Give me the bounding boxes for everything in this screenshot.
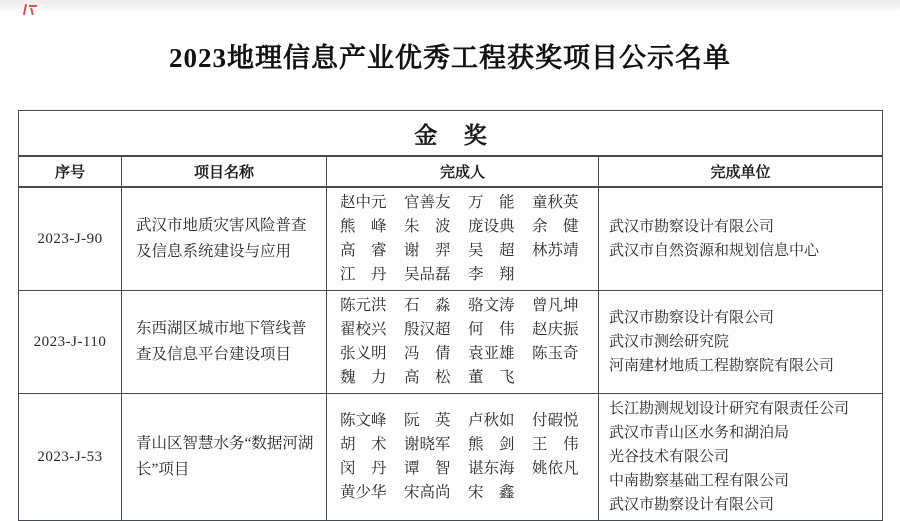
units-cell xyxy=(599,394,883,521)
unit-line: 武汉市青山区水务和湖泊局 xyxy=(609,425,790,441)
table-row xyxy=(19,394,883,521)
performer-name: 熊 剑 xyxy=(468,436,515,453)
award-table xyxy=(18,110,883,521)
performer-name: 宋高尚 xyxy=(404,484,451,501)
table-row xyxy=(19,291,883,394)
performer-name: 付碬悦 xyxy=(532,412,579,429)
performers-cell xyxy=(327,187,599,291)
unit-line: 武汉市自然资源和规划信息中心 xyxy=(609,243,820,259)
performer-name: 曾凡坤 xyxy=(532,297,579,314)
performers-line xyxy=(340,366,598,390)
project-name-cell: 武汉市地质灾害风险普查及信息系统建设与应用 xyxy=(122,187,327,291)
performers-cell xyxy=(327,291,599,394)
page-title: 2023地理信息产业优秀工程获奖项目公示名单 xyxy=(169,43,731,73)
unit-line: 河南建材地质工程勘察院有限公司 xyxy=(609,358,835,374)
performer-name: 谌东海 xyxy=(468,460,515,477)
performer-name: 高 松 xyxy=(404,369,451,386)
performer-name: 吴 超 xyxy=(468,242,515,259)
performer-name: 冯 倩 xyxy=(404,345,451,362)
col-header-units: 完成单位 xyxy=(599,156,883,187)
unit-line: 武汉市勘察设计有限公司 xyxy=(609,497,775,513)
performer-name: 姚依凡 xyxy=(532,460,579,477)
unit-line: 长江勘测规划设计研究有限责任公司 xyxy=(609,401,850,417)
performers-line xyxy=(340,457,598,481)
project-name-cell: 青山区智慧水务“数据河湖长”项目 xyxy=(122,394,327,521)
unit-line: 中南勘察基础工程有限公司 xyxy=(609,473,790,489)
performer-name: 庞设典 xyxy=(468,218,515,235)
performers-line xyxy=(340,294,598,318)
performer-name: 李 翔 xyxy=(468,266,515,283)
performer-name: 闵 丹 xyxy=(340,460,387,477)
performers-line xyxy=(340,239,598,263)
column-header-row xyxy=(19,156,883,187)
unit-line: 光谷技术有限公司 xyxy=(609,449,730,465)
performers-line xyxy=(340,215,598,239)
performer-name: 谢 羿 xyxy=(404,242,451,259)
performers-line xyxy=(340,191,598,215)
serial-cell: 2023-J-110 xyxy=(19,291,122,394)
performer-name: 宋 鑫 xyxy=(468,484,515,501)
performer-name: 余 健 xyxy=(532,218,579,235)
serial-cell: 2023-J-90 xyxy=(19,187,122,291)
performer-name: 陈文峰 xyxy=(340,412,387,429)
performer-name: 陈元洪 xyxy=(340,297,387,314)
performer-name: 王 伟 xyxy=(532,436,579,453)
performer-name: 黄少华 xyxy=(340,484,387,501)
performer-name: 吴品磊 xyxy=(404,266,451,283)
col-header-performers: 完成人 xyxy=(327,156,599,187)
performers-line xyxy=(340,433,598,457)
award-band-title: 金 奖 xyxy=(19,111,883,157)
performer-name: 陈玉奇 xyxy=(532,345,579,362)
performer-name: 官善友 xyxy=(404,194,451,211)
performer-name: 谭 智 xyxy=(404,460,451,477)
performer-name: 阮 英 xyxy=(404,412,451,429)
performer-name: 赵庆振 xyxy=(532,321,579,338)
performers-line xyxy=(340,409,598,433)
performers-cell xyxy=(327,394,599,521)
project-name-cell: 东西湖区城市地下管线普查及信息平台建设项目 xyxy=(122,291,327,394)
performers-line xyxy=(340,342,598,366)
performer-name: 石 淼 xyxy=(404,297,451,314)
performers-line xyxy=(340,263,598,287)
performer-name: 殷汉超 xyxy=(404,321,451,338)
performer-name: 童秋英 xyxy=(532,194,579,211)
performer-name: 江 丹 xyxy=(340,266,387,283)
units-cell xyxy=(599,187,883,291)
performer-name: 朱 波 xyxy=(404,218,451,235)
scan-edge-shadow xyxy=(0,0,900,12)
performer-name: 胡 术 xyxy=(340,436,387,453)
unit-line: 武汉市勘察设计有限公司 xyxy=(609,219,775,235)
performer-name: 袁亚雄 xyxy=(468,345,515,362)
serial-cell: 2023-J-53 xyxy=(19,394,122,521)
col-header-serial: 序号 xyxy=(19,156,122,187)
performer-name: 魏 力 xyxy=(340,369,387,386)
award-band-row xyxy=(19,111,883,157)
performer-name: 张义明 xyxy=(340,345,387,362)
unit-line: 武汉市勘察设计有限公司 xyxy=(609,310,775,326)
performer-name: 何 伟 xyxy=(468,321,515,338)
performer-name: 万 能 xyxy=(468,194,515,211)
performer-name: 赵中元 xyxy=(340,194,387,211)
performer-name: 林苏靖 xyxy=(532,242,579,259)
performer-name: 骆文涛 xyxy=(468,297,515,314)
performer-name: 翟校兴 xyxy=(340,321,387,338)
performer-name: 卢秋如 xyxy=(468,412,515,429)
performer-name: 谢晓军 xyxy=(404,436,451,453)
performer-name: 董 飞 xyxy=(468,369,515,386)
performers-line xyxy=(340,481,598,505)
award-table-wrap xyxy=(18,110,882,521)
table-row xyxy=(19,187,883,291)
performer-name: 熊 峰 xyxy=(340,218,387,235)
corner-red-mark xyxy=(22,3,38,16)
performers-line xyxy=(340,318,598,342)
units-cell xyxy=(599,291,883,394)
col-header-project: 项目名称 xyxy=(122,156,327,187)
performer-name: 高 睿 xyxy=(340,242,387,259)
unit-line: 武汉市测绘研究院 xyxy=(609,334,730,350)
